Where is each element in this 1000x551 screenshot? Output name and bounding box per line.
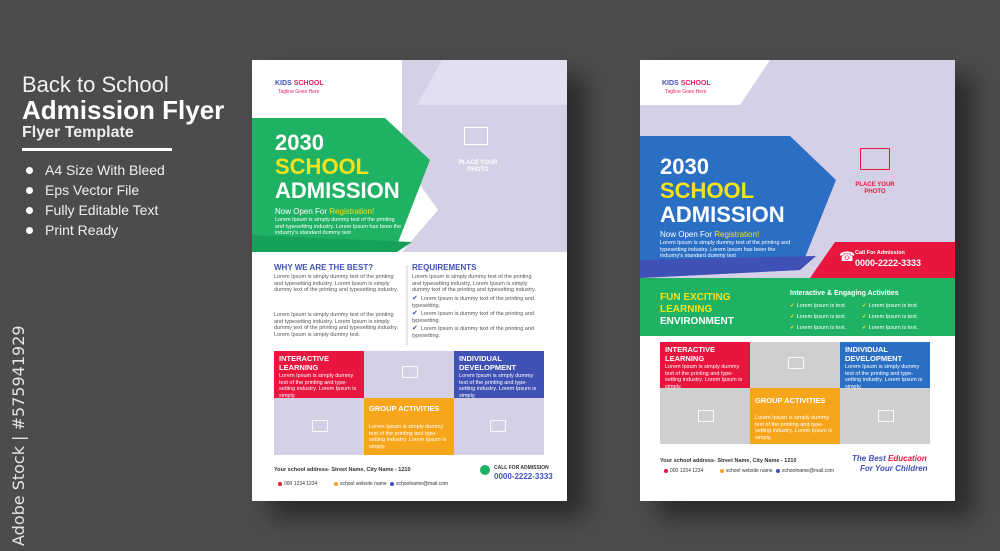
school-logo: KIDS SCHOOL (662, 80, 711, 87)
requirement-item: ✔ Lorem Ipsum is dummy text of the printing and typesetting. (412, 325, 534, 339)
now-open-text: Now Open For Registration! (275, 207, 375, 216)
now-open-text: Now Open For Registration! (660, 230, 760, 239)
group-activities-title: GROUP ACTIVITIES (369, 404, 440, 413)
stock-id-label: Adobe Stock | #575941929 (9, 325, 28, 546)
check-icon: ✔ (790, 314, 795, 320)
best-education-line: The Best Education (852, 454, 927, 463)
photo-placeholder-icon (402, 366, 418, 378)
flyer-year: 2030 (275, 130, 324, 155)
individual-development-title: INDIVIDUAL DEVELOPMENT (845, 345, 903, 363)
call-admission-number: 0000-2222-3333 (855, 258, 922, 268)
activity-item: ✔ Lorem Ipsum is text. (790, 303, 847, 309)
contact-website: school website name (726, 468, 773, 474)
heading-back-to-school: Back to School (22, 72, 169, 97)
activity-item: ✔ Lorem Ipsum is text. (862, 325, 919, 331)
learning-title: LEARNING (660, 304, 713, 315)
heading-flyer-template: Flyer Template (22, 124, 134, 141)
photo-placeholder-icon (788, 357, 804, 369)
activity-item: ✔ Lorem Ipsum is text. (790, 314, 847, 320)
contact-website: school website name (340, 481, 387, 487)
call-admission-number: 0000-2222-3333 (494, 472, 553, 481)
check-icon: ✔ (790, 303, 795, 309)
contact-phone: 000 1234 1234 (670, 468, 704, 474)
photo-placeholder-icon (878, 410, 894, 422)
intro-text: Lorem Ipsum is simply dummy text of the printing and typesetting industry. Lorem Ipsum has been the industry's standard dummy text (275, 217, 402, 236)
feature-bullet: A4 Size With Bleed (26, 162, 165, 178)
place-photo-label: PLACE YOUR PHOTO (458, 160, 498, 173)
individual-development-title: INDIVIDUAL DEVELOPMENT (459, 354, 517, 372)
intro-text: Lorem Ipsum is simply dummy text of the printing and typesetting industry. Lorem Ipsum has been the industry's standard dummy text (660, 240, 791, 259)
photo-placeholder-icon (860, 148, 890, 170)
requirements-title: REQUIREMENTS (412, 263, 477, 272)
requirement-item: ✔ Lorem Ipsum is dummy text of the printing and typesetting. (412, 310, 534, 324)
check-icon: ✔ (412, 310, 418, 317)
tile-text: Lorem Ipsum is simply dummy text of the printing and type-setting industry. Lorem Ipsum is simply. (755, 415, 833, 441)
feature-bullet: Print Ready (26, 222, 118, 238)
interactive-engaging-title: Interactive & Engaging Activities (790, 290, 899, 297)
tile-text: Lorem Ipsum is simply dummy text of the printing and type-setting industry. Lorem Ipsum is simply. (279, 373, 357, 399)
tile-text: Lorem Ipsum is simply dummy text of the printing and type-setting industry. Lorem Ipsum is simply. (369, 424, 447, 450)
photo-placeholder-icon (490, 420, 506, 432)
flyer-blue (640, 60, 955, 501)
check-icon: ✔ (862, 314, 867, 320)
flyer-year: 2030 (660, 154, 709, 179)
flyer-admission-title: ADMISSION (660, 202, 785, 227)
feature-bullet: Eps Vector File (26, 182, 139, 198)
requirement-item: ✔ Lorem Ipsum is dummy text of the printing and typesetting. (412, 295, 534, 309)
phone-icon: ☎ (839, 249, 856, 264)
check-icon: ✔ (862, 303, 867, 309)
fun-exciting-title: FUN EXCITING (660, 292, 731, 303)
photo-placeholder-icon (312, 420, 328, 432)
activity-item: ✔ Lorem Ipsum is text. (790, 325, 847, 331)
feature-bullet: Fully Editable Text (26, 202, 158, 218)
why-text: Lorem Ipsum is simply dummy text of the printing and typesetting industry. Lorem Ipsum is simply dummy text of the printing and typesetting industry. (274, 274, 399, 293)
flyer-green (252, 60, 567, 501)
heading-divider (22, 148, 172, 151)
school-tagline: Tagline Goes Here (665, 89, 707, 95)
contact-email: schoolname@mail.com (782, 468, 835, 474)
check-icon: ✔ (412, 295, 418, 302)
interactive-learning-title: INTERACTIVE LEARNING (665, 345, 716, 363)
flyer-school-title: SCHOOL (275, 154, 370, 179)
activity-item: ✔ Lorem Ipsum is text. (862, 314, 919, 320)
school-logo: KIDS SCHOOL (275, 80, 324, 87)
school-address: Your school address- Street Name, City Name - 1210 (274, 467, 411, 473)
tile-text: Lorem Ipsum is simply dummy text of the printing and type-setting industry. Lorem Ipsum is simply. (845, 364, 923, 390)
school-tagline: Tagline Goes Here (278, 89, 320, 95)
call-admission-label: Call For Admission (855, 250, 905, 256)
call-admission-label: CALL FOR ADMISSION (494, 465, 549, 471)
tile-text: Lorem Ipsum is simply dummy text of the printing and type-setting industry. Lorem Ipsum is simply. (665, 364, 743, 390)
contact-email: schoolname@mail.com (396, 481, 449, 487)
heading-admission-flyer: Admission Flyer (22, 95, 225, 125)
environment-title: ENVIRONMENT (660, 316, 734, 327)
check-icon: ✔ (862, 325, 867, 331)
group-activities-title: GROUP ACTIVITIES (755, 396, 826, 405)
why-title: WHY WE ARE THE BEST? (274, 263, 374, 272)
flyer-admission-title: ADMISSION (275, 178, 400, 203)
place-photo-label: PLACE YOUR PHOTO (855, 182, 895, 195)
for-your-children-line: For Your Children (860, 464, 928, 473)
photo-placeholder-icon (698, 410, 714, 422)
school-address: Your school address- Street Name, City Name - 1210 (660, 458, 797, 464)
contact-phone: 000 1234 1234 (284, 481, 318, 487)
interactive-learning-title: INTERACTIVE LEARNING (279, 354, 330, 372)
flyer-school-title: SCHOOL (660, 178, 755, 203)
check-icon: ✔ (790, 325, 795, 331)
requirement-intro: Lorem Ipsum is simply dummy text of the printing and typesetting industry. Lorem Ipsum is simply dummy text of the printing and typesetting industry. (412, 274, 537, 293)
photo-placeholder-icon (464, 127, 488, 145)
check-icon: ✔ (412, 325, 418, 332)
why-text: Lorem Ipsum is simply dummy text of the printing and typesetting industry. Lorem Ipsum is simply dummy text of the printing and typesetting industry. Lorem Ipsum is simply dummy text. (274, 312, 399, 338)
activity-item: ✔ Lorem Ipsum is text. (862, 303, 919, 309)
tile-text: Lorem Ipsum is simply dummy text of the printing and type-setting industry. Lorem Ipsum is simply. (459, 373, 537, 399)
